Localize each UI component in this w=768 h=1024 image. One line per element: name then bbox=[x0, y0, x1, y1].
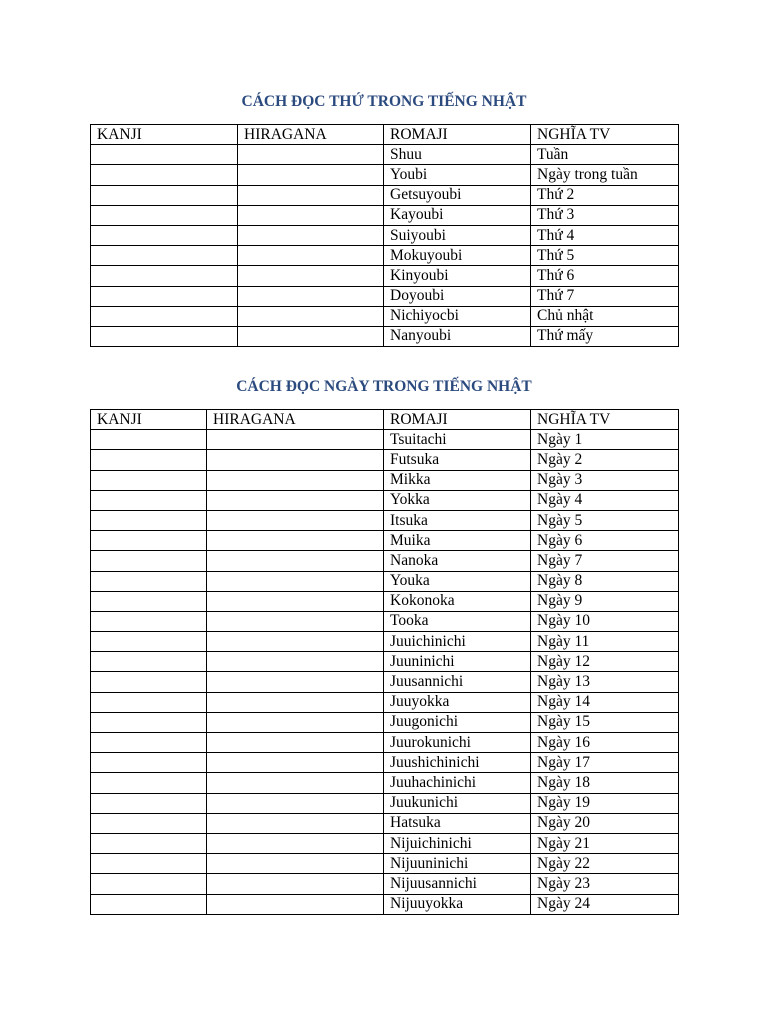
table-header-row bbox=[91, 125, 679, 145]
cell-kanji bbox=[91, 672, 207, 692]
cell-kanji bbox=[91, 246, 238, 266]
cell-romaji: Youka bbox=[384, 571, 531, 591]
cell-hiragana bbox=[207, 733, 384, 753]
table-row bbox=[91, 531, 679, 551]
table-row bbox=[91, 571, 679, 591]
cell-romaji: Hatsuka bbox=[384, 813, 531, 833]
header-romaji: ROMAJI bbox=[384, 125, 531, 145]
cell-kanji bbox=[91, 854, 207, 874]
cell-kanji bbox=[91, 773, 207, 793]
cell-meaning: Ngày 1 bbox=[531, 430, 679, 450]
table-row bbox=[91, 894, 679, 914]
cell-meaning: Ngày 19 bbox=[531, 793, 679, 813]
table-row bbox=[91, 813, 679, 833]
cell-romaji: Kokonoka bbox=[384, 591, 531, 611]
table-row bbox=[91, 266, 679, 286]
cell-hiragana bbox=[207, 692, 384, 712]
week-section-title: CÁCH ĐỌC THỨ TRONG TIẾNG NHẬT bbox=[241, 93, 527, 110]
cell-romaji: Nijuusannichi bbox=[384, 874, 531, 894]
table-row bbox=[91, 551, 679, 571]
cell-kanji bbox=[91, 894, 207, 914]
cell-romaji: Doyoubi bbox=[384, 286, 531, 306]
cell-hiragana bbox=[207, 813, 384, 833]
cell-hiragana bbox=[238, 145, 384, 165]
cell-romaji: Mikka bbox=[384, 470, 531, 490]
table-row bbox=[91, 833, 679, 853]
cell-kanji bbox=[91, 225, 238, 245]
cell-hiragana bbox=[238, 165, 384, 185]
cell-kanji bbox=[91, 510, 207, 530]
cell-kanji bbox=[91, 632, 207, 652]
cell-hiragana bbox=[207, 672, 384, 692]
cell-kanji bbox=[91, 306, 238, 326]
cell-meaning: Ngày trong tuần bbox=[531, 165, 679, 185]
cell-kanji bbox=[91, 652, 207, 672]
cell-romaji: Suiyoubi bbox=[384, 225, 531, 245]
cell-romaji: Getsuyoubi bbox=[384, 185, 531, 205]
cell-meaning: Ngày 8 bbox=[531, 571, 679, 591]
table-row bbox=[91, 306, 679, 326]
cell-kanji bbox=[91, 430, 207, 450]
cell-meaning: Thứ 3 bbox=[531, 205, 679, 225]
cell-kanji bbox=[91, 450, 207, 470]
cell-meaning: Ngày 2 bbox=[531, 450, 679, 470]
table-row bbox=[91, 672, 679, 692]
table-row bbox=[91, 286, 679, 306]
cell-kanji bbox=[91, 692, 207, 712]
cell-hiragana bbox=[238, 246, 384, 266]
cell-meaning: Ngày 7 bbox=[531, 551, 679, 571]
cell-meaning: Thứ 2 bbox=[531, 185, 679, 205]
table-row bbox=[91, 712, 679, 732]
day-table bbox=[90, 409, 679, 915]
cell-hiragana bbox=[207, 591, 384, 611]
cell-meaning: Ngày 23 bbox=[531, 874, 679, 894]
cell-romaji: Kinyoubi bbox=[384, 266, 531, 286]
cell-romaji: Juugonichi bbox=[384, 712, 531, 732]
cell-romaji: Juurokunichi bbox=[384, 733, 531, 753]
cell-hiragana bbox=[238, 266, 384, 286]
cell-meaning: Ngày 14 bbox=[531, 692, 679, 712]
table-row bbox=[91, 611, 679, 631]
cell-kanji bbox=[91, 813, 207, 833]
cell-romaji: Nijuuninichi bbox=[384, 854, 531, 874]
table-row bbox=[91, 470, 679, 490]
cell-meaning: Thứ 4 bbox=[531, 225, 679, 245]
cell-romaji: Juuyokka bbox=[384, 692, 531, 712]
cell-meaning: Thứ mấy bbox=[531, 326, 679, 346]
table-row bbox=[91, 773, 679, 793]
table-row bbox=[91, 490, 679, 510]
cell-kanji bbox=[91, 165, 238, 185]
cell-kanji bbox=[91, 753, 207, 773]
cell-romaji: Futsuka bbox=[384, 450, 531, 470]
cell-romaji: Yokka bbox=[384, 490, 531, 510]
table-row bbox=[91, 205, 679, 225]
cell-hiragana bbox=[207, 490, 384, 510]
table-row bbox=[91, 733, 679, 753]
cell-hiragana bbox=[207, 652, 384, 672]
cell-meaning: Thứ 6 bbox=[531, 266, 679, 286]
cell-meaning: Ngày 22 bbox=[531, 854, 679, 874]
cell-romaji: Nichiyocbi bbox=[384, 306, 531, 326]
cell-meaning: Ngày 5 bbox=[531, 510, 679, 530]
cell-romaji: Nijuuyokka bbox=[384, 894, 531, 914]
cell-kanji bbox=[91, 145, 238, 165]
cell-romaji: Nanoka bbox=[384, 551, 531, 571]
cell-meaning: Ngày 9 bbox=[531, 591, 679, 611]
cell-meaning: Ngày 6 bbox=[531, 531, 679, 551]
cell-romaji: Juuninichi bbox=[384, 652, 531, 672]
cell-romaji: Juuhachinichi bbox=[384, 773, 531, 793]
header-hiragana: HIRAGANA bbox=[238, 125, 384, 145]
table-row bbox=[91, 874, 679, 894]
cell-meaning: Ngày 12 bbox=[531, 652, 679, 672]
cell-hiragana bbox=[238, 306, 384, 326]
cell-kanji bbox=[91, 793, 207, 813]
cell-hiragana bbox=[207, 894, 384, 914]
header-kanji: KANJI bbox=[91, 125, 238, 145]
cell-meaning: Ngày 24 bbox=[531, 894, 679, 914]
cell-kanji bbox=[91, 591, 207, 611]
cell-meaning: Ngày 4 bbox=[531, 490, 679, 510]
cell-hiragana bbox=[207, 753, 384, 773]
table-row bbox=[91, 753, 679, 773]
cell-hiragana bbox=[238, 185, 384, 205]
cell-romaji: Nanyoubi bbox=[384, 326, 531, 346]
cell-romaji: Nijuichinichi bbox=[384, 833, 531, 853]
table-row bbox=[91, 793, 679, 813]
cell-kanji bbox=[91, 611, 207, 631]
cell-kanji bbox=[91, 490, 207, 510]
cell-meaning: Ngày 11 bbox=[531, 632, 679, 652]
cell-kanji bbox=[91, 833, 207, 853]
table-row bbox=[91, 165, 679, 185]
cell-romaji: Kayoubi bbox=[384, 205, 531, 225]
cell-kanji bbox=[91, 266, 238, 286]
cell-hiragana bbox=[207, 833, 384, 853]
table-row bbox=[91, 246, 679, 266]
cell-romaji: Juuichinichi bbox=[384, 632, 531, 652]
cell-meaning: Ngày 13 bbox=[531, 672, 679, 692]
cell-romaji: Mokuyoubi bbox=[384, 246, 531, 266]
cell-romaji: Itsuka bbox=[384, 510, 531, 530]
cell-hiragana bbox=[207, 450, 384, 470]
table-row bbox=[91, 591, 679, 611]
weekday-table bbox=[90, 124, 679, 347]
cell-hiragana bbox=[238, 225, 384, 245]
header-romaji: ROMAJI bbox=[384, 410, 531, 430]
cell-meaning: Ngày 10 bbox=[531, 611, 679, 631]
table-row bbox=[91, 652, 679, 672]
cell-kanji bbox=[91, 205, 238, 225]
cell-meaning: Ngày 15 bbox=[531, 712, 679, 732]
table-row bbox=[91, 145, 679, 165]
cell-hiragana bbox=[207, 712, 384, 732]
cell-kanji bbox=[91, 326, 238, 346]
cell-kanji bbox=[91, 286, 238, 306]
table-row bbox=[91, 854, 679, 874]
cell-meaning: Ngày 18 bbox=[531, 773, 679, 793]
cell-kanji bbox=[91, 185, 238, 205]
cell-hiragana bbox=[207, 854, 384, 874]
cell-hiragana bbox=[238, 326, 384, 346]
cell-kanji bbox=[91, 571, 207, 591]
cell-meaning: Thứ 7 bbox=[531, 286, 679, 306]
cell-meaning: Ngày 17 bbox=[531, 753, 679, 773]
cell-romaji: Youbi bbox=[384, 165, 531, 185]
cell-romaji: Juusannichi bbox=[384, 672, 531, 692]
cell-hiragana bbox=[207, 611, 384, 631]
header-meaning: NGHĨA TV bbox=[531, 125, 679, 145]
cell-hiragana bbox=[207, 510, 384, 530]
cell-hiragana bbox=[207, 470, 384, 490]
table-header-row bbox=[91, 410, 679, 430]
cell-hiragana bbox=[207, 874, 384, 894]
header-kanji: KANJI bbox=[91, 410, 207, 430]
table-row bbox=[91, 225, 679, 245]
cell-romaji: Juushichinichi bbox=[384, 753, 531, 773]
cell-kanji bbox=[91, 874, 207, 894]
cell-kanji bbox=[91, 551, 207, 571]
header-hiragana: HIRAGANA bbox=[207, 410, 384, 430]
cell-romaji: Tooka bbox=[384, 611, 531, 631]
cell-hiragana bbox=[207, 773, 384, 793]
table-row bbox=[91, 185, 679, 205]
cell-meaning: Ngày 21 bbox=[531, 833, 679, 853]
cell-meaning: Thứ 5 bbox=[531, 246, 679, 266]
table-row bbox=[91, 430, 679, 450]
table-row bbox=[91, 692, 679, 712]
cell-meaning: Ngày 20 bbox=[531, 813, 679, 833]
cell-kanji bbox=[91, 531, 207, 551]
table-row bbox=[91, 510, 679, 530]
cell-meaning: Tuần bbox=[531, 145, 679, 165]
cell-romaji: Tsuitachi bbox=[384, 430, 531, 450]
cell-hiragana bbox=[207, 793, 384, 813]
cell-romaji: Juukunichi bbox=[384, 793, 531, 813]
header-meaning: NGHĨA TV bbox=[531, 410, 679, 430]
cell-hiragana bbox=[207, 430, 384, 450]
cell-hiragana bbox=[207, 531, 384, 551]
cell-kanji bbox=[91, 470, 207, 490]
cell-hiragana bbox=[238, 286, 384, 306]
cell-hiragana bbox=[207, 632, 384, 652]
cell-hiragana bbox=[207, 551, 384, 571]
cell-romaji: Shuu bbox=[384, 145, 531, 165]
cell-hiragana bbox=[207, 571, 384, 591]
table-row bbox=[91, 326, 679, 346]
cell-meaning: Ngày 16 bbox=[531, 733, 679, 753]
table-row bbox=[91, 450, 679, 470]
cell-kanji bbox=[91, 712, 207, 732]
cell-meaning: Ngày 3 bbox=[531, 470, 679, 490]
cell-kanji bbox=[91, 733, 207, 753]
cell-romaji: Muika bbox=[384, 531, 531, 551]
cell-hiragana bbox=[238, 205, 384, 225]
day-section-title: CÁCH ĐỌC NGÀY TRONG TIẾNG NHẬT bbox=[236, 378, 532, 395]
cell-meaning: Chủ nhật bbox=[531, 306, 679, 326]
table-row bbox=[91, 632, 679, 652]
